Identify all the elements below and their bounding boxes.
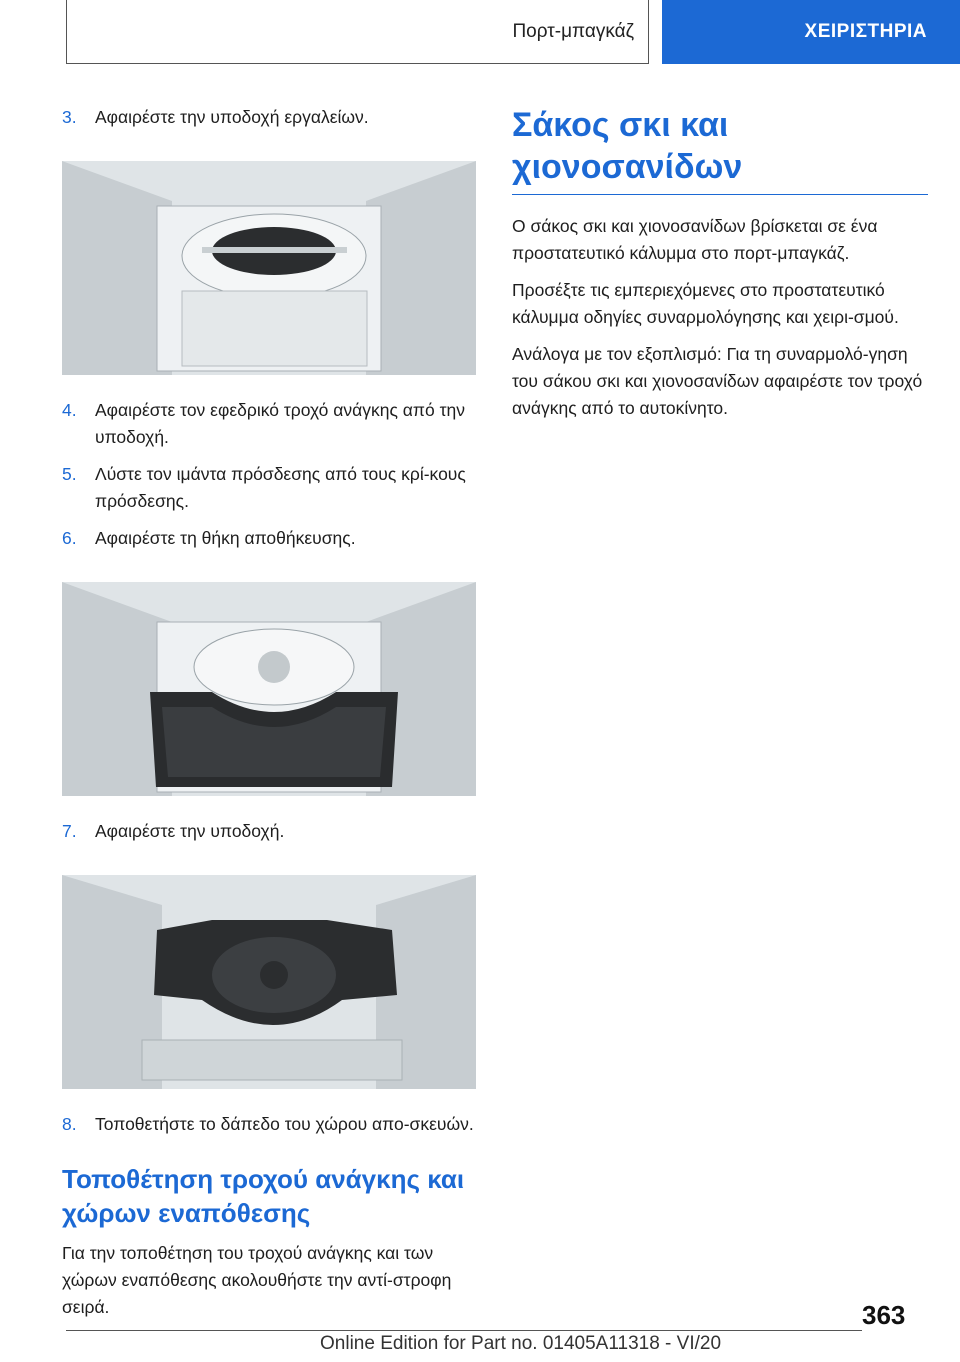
step-7 xyxy=(62,818,478,845)
header-chapter-tab xyxy=(662,0,960,64)
header-section-label: Πορτ-μπαγκάζ xyxy=(512,20,634,42)
step-text: Αφαιρέστε την υποδοχή εργαλείων. xyxy=(95,107,369,127)
ski-bag-paragraph-2: Προσέξτε τις εμπεριεχόμενες στο προστατευτικό κάλυμμα οδηγίες συναρμολόγησης και χειρι-σμού. xyxy=(512,280,899,327)
step-text: Λύστε τον ιμάντα πρόσδεσης από τους κρί-κους πρόσδεσης. xyxy=(95,464,466,511)
footer-divider xyxy=(66,1330,862,1331)
left-column xyxy=(62,104,478,1331)
step-number: 8. xyxy=(62,1114,77,1134)
right-column xyxy=(512,104,928,432)
step-3 xyxy=(62,104,478,131)
step-text: Τοποθετήστε το δάπεδο του χώρου απο-σκευών. xyxy=(95,1114,474,1134)
step-text: Αφαιρέστε τη θήκη αποθήκευσης. xyxy=(95,528,356,548)
step-number: 6. xyxy=(62,528,77,548)
step-text: Αφαιρέστε τον εφεδρικό τροχό ανάγκης από την υποδοχή. xyxy=(95,400,465,447)
step-8 xyxy=(62,1111,478,1138)
step-4 xyxy=(62,397,478,451)
ski-bag-paragraph-3: Ανάλογα με τον εξοπλισμό: Για τη συναρμολό-γηση του σάκου σκι και χιονοσανίδων αφαιρέστε τον τροχό ανάγκης από το αυτοκίνητο. xyxy=(512,344,923,418)
step-text: Αφαιρέστε την υποδοχή. xyxy=(95,821,285,841)
trunk-photo-wheel-tray xyxy=(62,875,476,1089)
step-6 xyxy=(62,525,478,552)
page-number: 363 xyxy=(862,1300,906,1330)
step-number: 3. xyxy=(62,107,77,127)
header-section-tab xyxy=(66,0,649,64)
step-number: 4. xyxy=(62,400,77,420)
ski-bag-paragraph-1: Ο σάκος σκι και χιονοσανίδων βρίσκεται σε ένα προστατευτικό κάλυμμα στο πορτ-μπαγκάζ. xyxy=(512,216,878,263)
section-heading-spare-wheel: Τοποθέτηση τροχού ανάγκης και χώρων εναπόθεσης xyxy=(62,1164,465,1228)
trunk-photo-storage-case xyxy=(62,582,476,796)
section-paragraph: Για την τοποθέτηση του τροχού ανάγκης και των χώρων εναπόθεσης ακολουθήστε την αντί-στροφη σειρά. xyxy=(62,1243,452,1317)
step-number: 7. xyxy=(62,821,77,841)
step-number: 5. xyxy=(62,464,77,484)
section-heading-ski-bag: Σάκος σκι και χιονοσανίδων xyxy=(512,104,928,195)
footer-edition: Online Edition for Part no. 01405A11318 - VI/20 xyxy=(320,1333,722,1354)
header-chapter-label: ΧΕΙΡΙΣΤΗΡΙΑ xyxy=(804,21,927,42)
trunk-photo-tool-tray xyxy=(62,161,476,375)
step-5 xyxy=(62,461,478,515)
